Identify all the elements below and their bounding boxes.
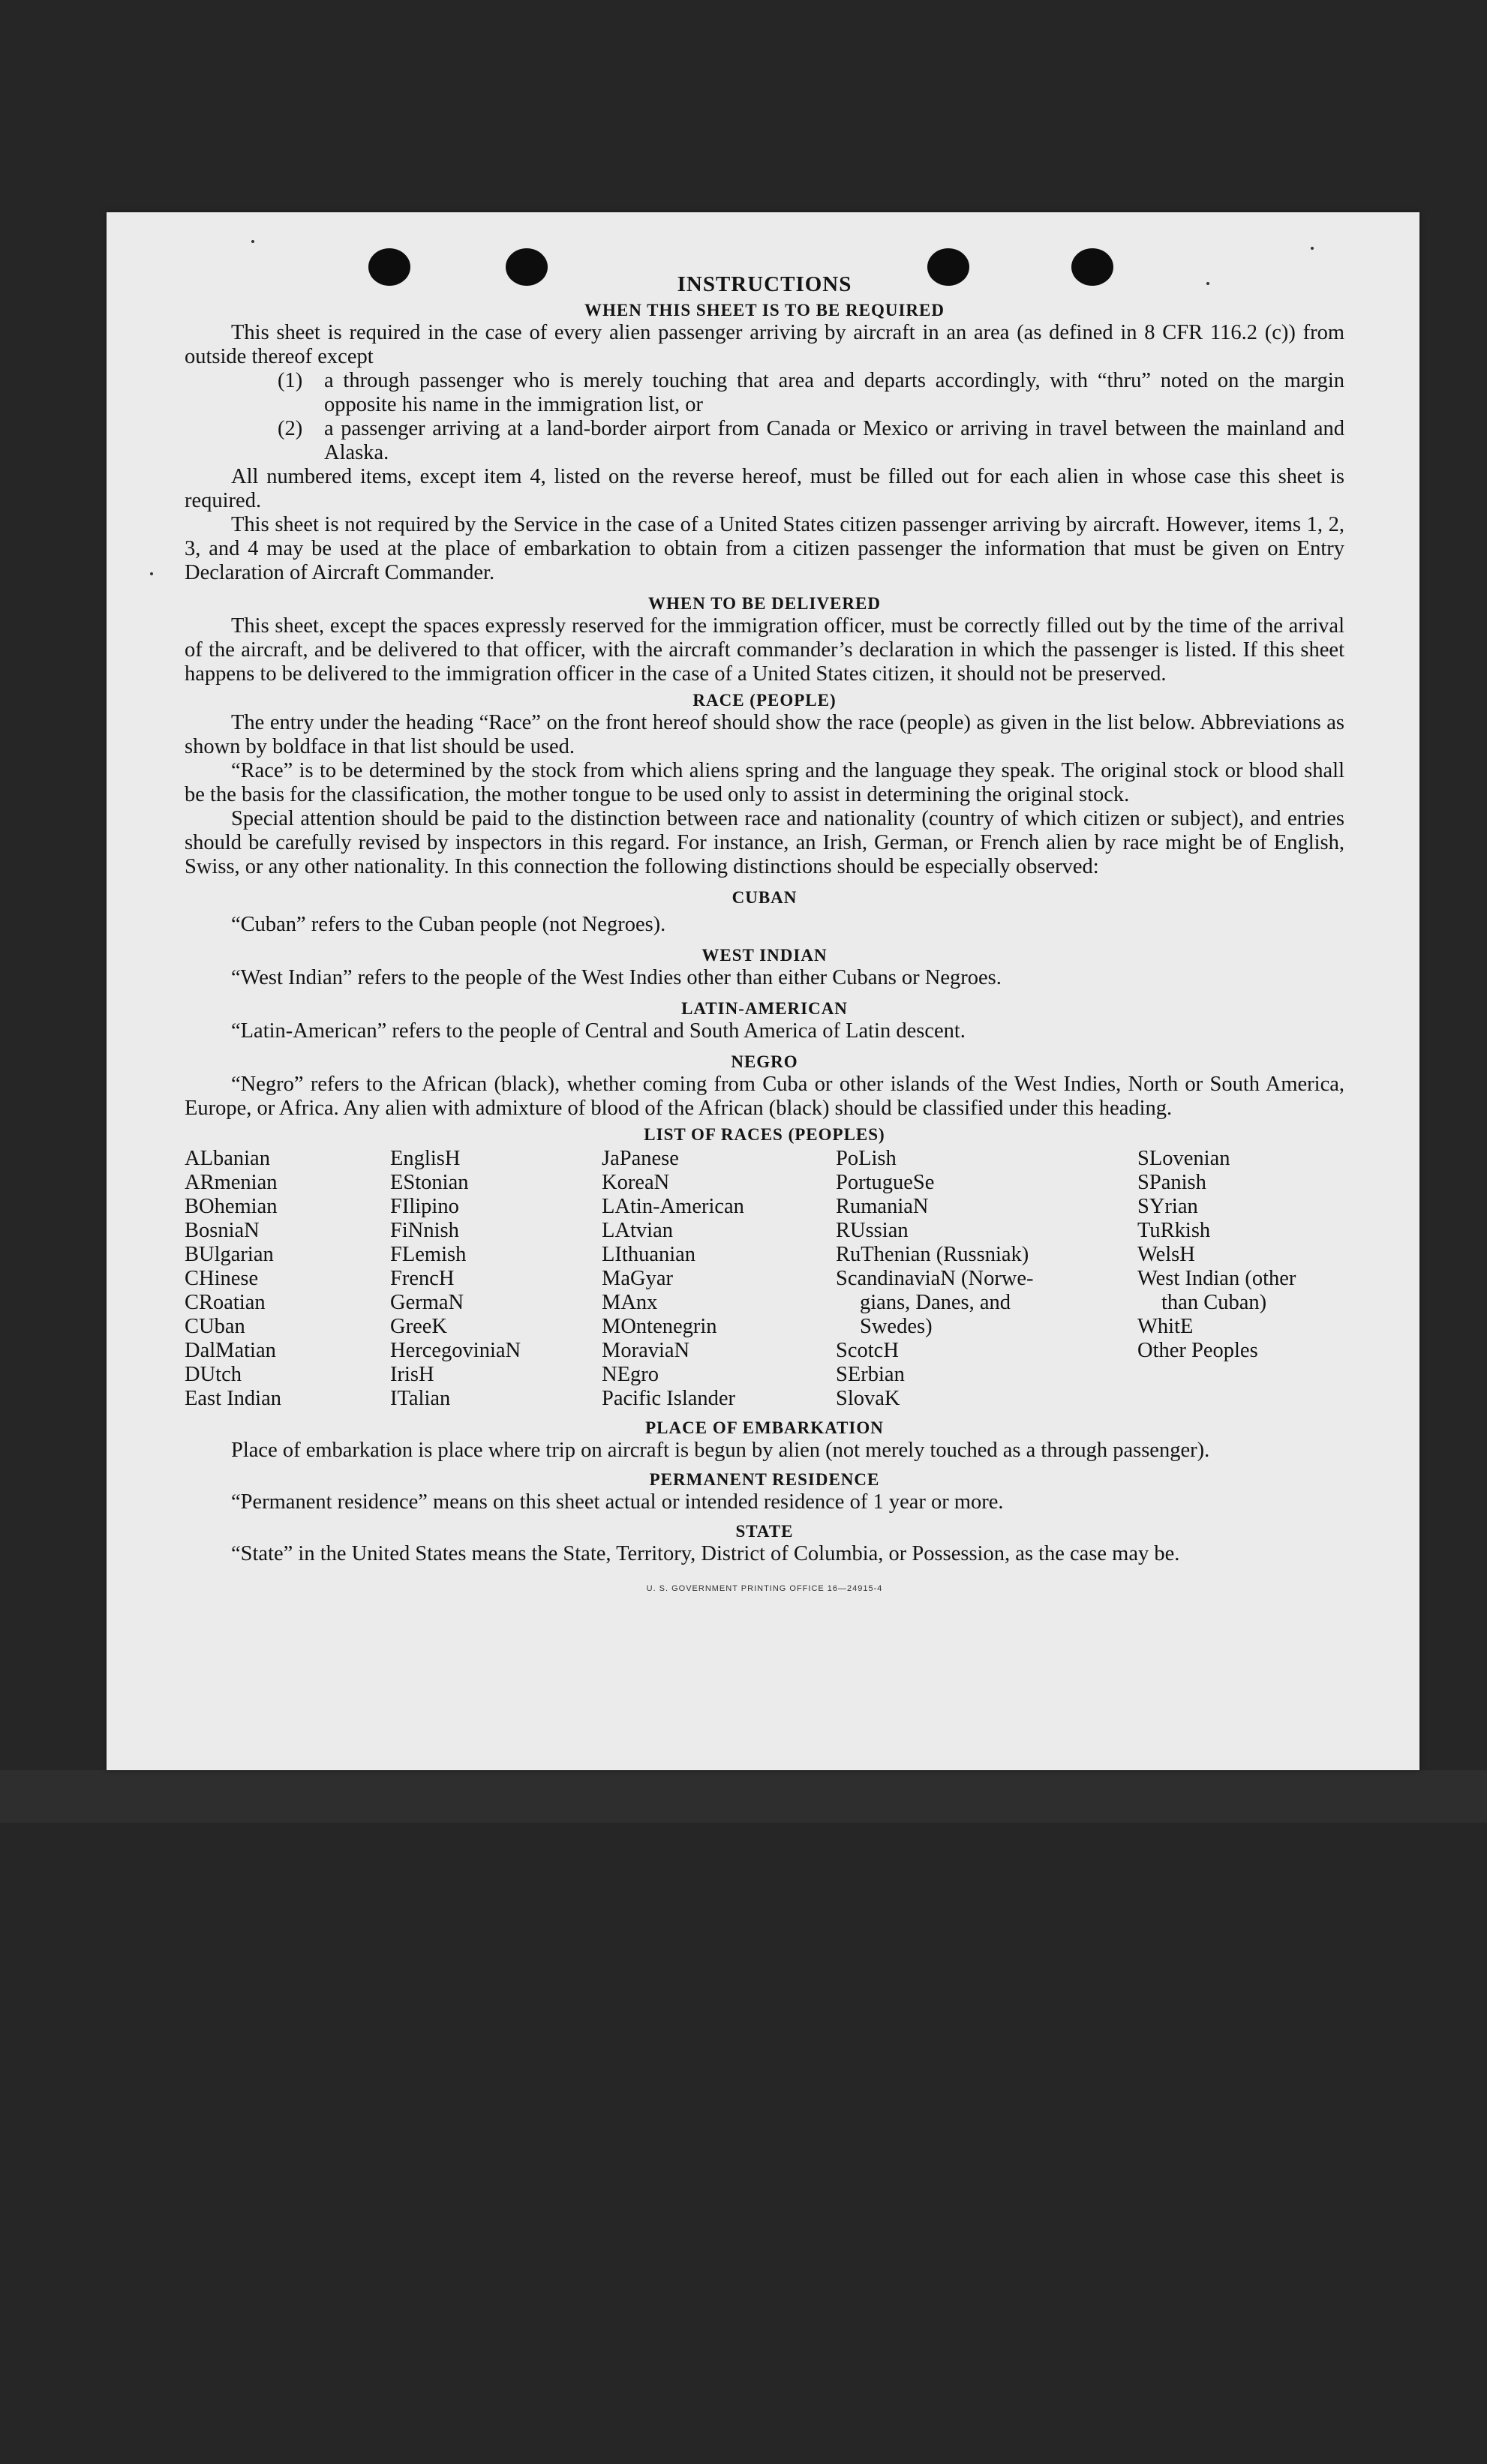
- race-entry: PoLish: [836, 1147, 897, 1170]
- heading-place-of-embarkation: PLACE OF EMBARKATION: [645, 1418, 884, 1437]
- race-entry: DUtch: [185, 1363, 242, 1386]
- heading-when-delivered: WHEN TO BE DELIVERED: [648, 594, 881, 613]
- race-entry: CUban: [185, 1315, 245, 1338]
- races-column: [1137, 1147, 1344, 1411]
- state-paragraph: “State” in the United States means the State, Territory, District of Columbia, or Possession, as the case may be.: [231, 1542, 1180, 1565]
- exception-item: [278, 417, 1344, 465]
- race-entry: WelsH: [1137, 1243, 1195, 1266]
- heading-west-indian: WEST INDIAN: [701, 946, 828, 965]
- race-entry: IrisH: [390, 1363, 434, 1386]
- races-column: [602, 1147, 836, 1411]
- race-entry: NEgro: [602, 1363, 659, 1386]
- race-entry: LAtin-American: [602, 1195, 744, 1218]
- exception-text: a passenger arriving at a land-border airport from Canada or Mexico or arriving in travel between the mainland and Alaska.: [324, 417, 1344, 464]
- race-paragraph: Special attention should be paid to the distinction between race and nationality (country of which citizen or subject), and entries should be carefully revised by inspectors in this regard. For instance, an Irish, German, or French alien by race might be of English, Swiss, or any other nationality. In this connection the following distinctions should be especially observed:: [185, 807, 1344, 878]
- race-entry: ALbanian: [185, 1147, 270, 1170]
- races-column: [836, 1147, 1137, 1411]
- exception-number: (2): [278, 417, 303, 440]
- heading-when-required: WHEN THIS SHEET IS TO BE REQUIRED: [584, 301, 945, 320]
- race-entry: SlovaK: [836, 1387, 900, 1410]
- embarkation-paragraph: Place of embarkation is place where trip on aircraft is begun by alien (not merely touched as a through passenger).: [231, 1439, 1210, 1462]
- heading-negro: NEGRO: [731, 1052, 798, 1071]
- race-entry: SPanish: [1137, 1171, 1206, 1194]
- races-column: [185, 1147, 390, 1411]
- race-entry: MaGyar: [602, 1267, 673, 1290]
- race-entry-continued: Swedes): [860, 1315, 933, 1338]
- west-indian-paragraph: “West Indian” refers to the people of the West Indies other than either Cubans or Negroes.: [231, 966, 1002, 989]
- scan-speck: [150, 572, 153, 575]
- race-entry: MOntenegrin: [602, 1315, 717, 1338]
- race-entry: CRoatian: [185, 1291, 266, 1314]
- race-entry: Other Peoples: [1137, 1339, 1258, 1362]
- race-entry: JaPanese: [602, 1147, 679, 1170]
- race-entry: EStonian: [390, 1171, 469, 1194]
- race-entry: FrencH: [390, 1267, 455, 1290]
- race-entry: RumaniaN: [836, 1195, 929, 1218]
- race-entry: KoreaN: [602, 1171, 670, 1194]
- race-entry: FLemish: [390, 1243, 467, 1266]
- race-paragraph: “Race” is to be determined by the stock from which aliens spring and the language they speak. The original stock or blood shall be the basis for the classification, the mother tongue to be used only to assist in determining the original stock.: [185, 759, 1344, 806]
- heading-latin-american: LATIN-AMERICAN: [681, 999, 848, 1018]
- race-entry: ARmenian: [185, 1171, 278, 1194]
- race-entry: FIlipino: [390, 1195, 459, 1218]
- race-entry: GermaN: [390, 1291, 464, 1314]
- races-column: [390, 1147, 602, 1411]
- race-entry: HercegoviniaN: [390, 1339, 521, 1362]
- exception-text: a through passenger who is merely touching that area and departs accordingly, with “thru” noted on the margin opposite his name in the immigration list, or: [324, 369, 1344, 416]
- heading-list-of-races: LIST OF RACES (PEOPLES): [644, 1125, 885, 1144]
- page-title: INSTRUCTIONS: [677, 272, 852, 296]
- race-entry: ScotcH: [836, 1339, 899, 1362]
- heading-state: STATE: [735, 1522, 794, 1541]
- race-entry: BosniaN: [185, 1219, 260, 1242]
- required-paragraph: All numbered items, except item 4, listed on the reverse hereof, must be filled out for each alien in whose case this sheet is required.: [185, 465, 1344, 512]
- race-entry: Pacific Islander: [602, 1387, 736, 1410]
- race-entry-continued: than Cuban): [1161, 1291, 1267, 1314]
- race-entry: SErbian: [836, 1363, 905, 1386]
- latin-american-paragraph: “Latin-American” refers to the people of Central and South America of Latin descent.: [231, 1019, 966, 1043]
- race-entry: BUlgarian: [185, 1243, 274, 1266]
- race-entry: West Indian (other: [1137, 1267, 1296, 1290]
- race-paragraph: The entry under the heading “Race” on the front hereof should show the race (people) as given in the list below. Abbreviations as shown by boldface in that list should be used.: [185, 711, 1344, 758]
- race-entry: FiNnish: [390, 1219, 459, 1242]
- instruction-sheet: [107, 212, 1419, 1770]
- delivered-paragraph: This sheet, except the spaces expressly reserved for the immigration officer, must be correctly filled out by the time of the arrival of the aircraft, and be delivered to that officer, with the aircraft commander’s declaration in which the passenger is listed. If this sheet happens to be delivered to the immigration officer in the case of a United States citizen, it should not be preserved.: [185, 614, 1344, 686]
- scan-background-band: [0, 1770, 1487, 1823]
- race-entry: PortugueSe: [836, 1171, 935, 1194]
- race-entry: MoraviaN: [602, 1339, 690, 1362]
- exception-number: (1): [278, 369, 303, 392]
- race-entry: TuRkish: [1137, 1219, 1211, 1242]
- race-entry: ITalian: [390, 1387, 451, 1410]
- instructions-body: [185, 272, 1344, 1601]
- heading-cuban: CUBAN: [731, 888, 798, 907]
- race-entry: DalMatian: [185, 1339, 276, 1362]
- race-entry-continued: gians, Danes, and: [860, 1291, 1011, 1314]
- exception-item: [278, 369, 1344, 417]
- race-entry: WhitE: [1137, 1315, 1194, 1338]
- race-entry: ScandinaviaN (Norwe-: [836, 1267, 1034, 1290]
- races-list: [185, 1147, 1344, 1411]
- required-intro: This sheet is required in the case of every alien passenger arriving by aircraft in an area (as defined in 8 CFR 116.2 (c)) from outside thereof except: [185, 321, 1344, 368]
- race-entry: East Indian: [185, 1387, 282, 1410]
- race-entry: SLovenian: [1137, 1147, 1230, 1170]
- race-entry: RUssian: [836, 1219, 909, 1242]
- race-entry: LIthuanian: [602, 1243, 696, 1266]
- printer-imprint: U. S. GOVERNMENT PRINTING OFFICE 16—24915-4: [646, 1584, 883, 1593]
- scan-speck: [251, 240, 254, 243]
- race-entry: GreeK: [390, 1315, 447, 1338]
- negro-paragraph: “Negro” refers to the African (black), whether coming from Cuba or other islands of the West Indies, North or South America, Europe, or Africa. Any alien with admixture of blood of the African (black) should be classified under this heading.: [185, 1073, 1344, 1120]
- cuban-paragraph: “Cuban” refers to the Cuban people (not Negroes).: [231, 913, 666, 936]
- race-entry: EnglisH: [390, 1147, 461, 1170]
- race-entry: MAnx: [602, 1291, 658, 1314]
- race-entry: BOhemian: [185, 1195, 278, 1218]
- race-entry: LAtvian: [602, 1219, 673, 1242]
- residence-paragraph: “Permanent residence” means on this sheet actual or intended residence of 1 year or more.: [231, 1490, 1004, 1514]
- race-entry: SYrian: [1137, 1195, 1198, 1218]
- required-paragraph: This sheet is not required by the Service in the case of a United States citizen passenger arriving by aircraft. However, items 1, 2, 3, and 4 may be used at the place of embarkation to obtain from a citizen passenger the information that must be given on Entry Declaration of Aircraft Commander.: [185, 513, 1344, 584]
- heading-permanent-residence: PERMANENT RESIDENCE: [649, 1470, 880, 1489]
- scan-speck: [1311, 247, 1314, 250]
- heading-race: RACE (PEOPLE): [692, 691, 837, 710]
- race-entry: RuThenian (Russniak): [836, 1243, 1029, 1266]
- race-entry: CHinese: [185, 1267, 259, 1290]
